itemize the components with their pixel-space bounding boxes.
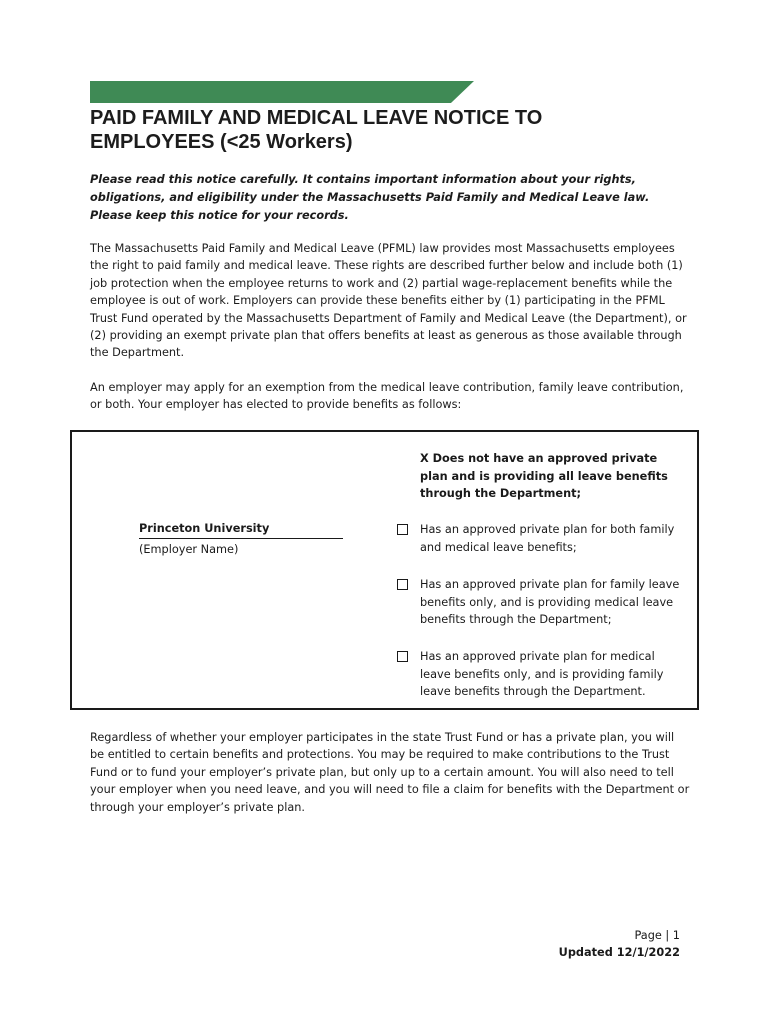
option-label: X Does not have an approved private plan and is providing all leave benefits through the Department; [420, 452, 668, 501]
option-label: Has an approved private plan for family leave benefits only, and is providing medical leave benefits through the Department; [420, 578, 680, 627]
page-number: Page | 1 [634, 929, 680, 942]
pfml-overview-paragraph: The Massachusetts Paid Family and Medical Leave (PFML) law provides most Massachusetts employees the right to paid family and medical leave. These rights are described further below and include both (1) job protection when the employee returns to work and (2) partial wage-replacement benefits while the employee is out of work. Employers can provide these benefits either by (1) participating in the PFML Trust Fund operated by the Massachusetts Department of Family and Medical Leave (the Department), or (2) providing an exempt private plan that offers benefits at least as generous as those available through the Department. [90, 242, 687, 360]
employer-name-caption: (Employer Name) [139, 543, 239, 556]
option-private-plan-family-only[interactable] [396, 576, 686, 629]
exemption-paragraph: An employer may apply for an exemption from the medical leave contribution, family leave contribution, or both. Your employer has elected to provide benefits as follows: [90, 381, 684, 412]
title-line-2: EMPLOYEES (<25 Workers) [90, 131, 353, 153]
intro-notice: Please read this notice carefully. It contains important information about your rights, obligations, and eligibility under the Massachusetts Paid Family and Medical Leave law. Please keep this notice for your records. [90, 173, 650, 222]
option-private-plan-medical-only[interactable] [396, 648, 686, 701]
employer-election-box [70, 430, 699, 710]
option-private-plan-both[interactable] [396, 521, 686, 556]
employer-name-field[interactable]: Princeton University [139, 520, 343, 539]
updated-date: Updated 12/1/2022 [558, 946, 680, 959]
checkbox-unchecked-icon[interactable] [397, 579, 408, 590]
benefits-paragraph: Regardless of whether your employer participates in the state Trust Fund or has a private plan, you will be entitled to certain benefits and protections. You may be required to make contributions to the Trust Fund or to fund your employer’s private plan, but only up to a certain amount. You will also need to tell your employer when you need leave, and you will need to file a claim for benefits with the Department or through your employer’s private plan. [90, 731, 690, 814]
option-no-private-plan[interactable] [396, 450, 686, 503]
option-label: Has an approved private plan for both family and medical leave benefits; [420, 523, 675, 554]
page-title [90, 106, 690, 154]
title-line-1: PAID FAMILY AND MEDICAL LEAVE NOTICE TO [90, 107, 543, 129]
option-label: Has an approved private plan for medical leave benefits only, and is providing family leave benefits through the Department. [420, 650, 664, 699]
checkbox-unchecked-icon[interactable] [397, 651, 408, 662]
checkbox-unchecked-icon[interactable] [397, 524, 408, 535]
header-accent-bar [90, 81, 474, 103]
